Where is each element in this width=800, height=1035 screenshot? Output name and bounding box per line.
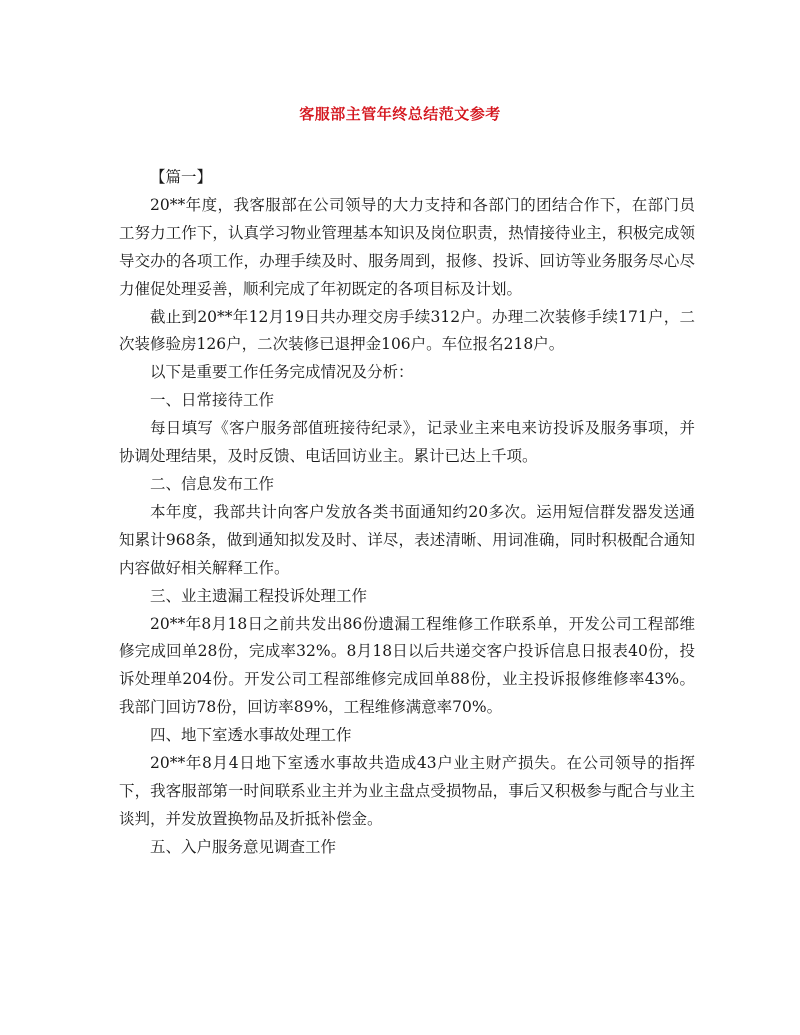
document-body [119,164,695,862]
paragraph-intro: 20**年度，我客服部在公司领导的大力支持和各部门的团结合作下，在部门员工努力工作下，认真学习物业管理基本知识及岗位职责，热情接待业主，积极完成领导交办的各项工作，办理手续及时、服务周到，报修、投诉、回访等业务服务尽心尽力催促处理妥善，顺利完成了年初既定的各项目标及计划。 [119,195,695,298]
paragraph-basement-flooding: 20**年8月4日地下室透水事故共造成43户业主财产损失。在公司领导的指挥下，我客服部第一时间联系业主并为业主盘点受损物品，事后又积极参与配合与业主谈判，并发放置换物品及折抵补偿金。 [119,754,695,828]
paragraph-analysis-intro: 以下是重要工作任务完成情况及分析： [150,363,414,382]
paragraph-information-release: 本年度，我部共计向客户发放各类书面通知约20多次。运用短信群发器发送通知累计968条，做到通知拟发及时、详尽，表述清晰、用词准确，同时积极配合通知内容做好相关解释工作。 [119,502,695,577]
paragraph-statistics: 截止到20**年12月19日共办理交房手续312户。办理二次装修手续171户，二次装修验房126户，二次装修已退押金106户。车位报名218户。 [119,307,695,354]
paragraph-daily-reception: 每日填写《客户服务部值班接待纪录》，记录业主来电来访投诉及服务事项，并协调处理结果，及时反馈、电话回访业主。累计已达上千项。 [119,419,695,466]
heading-daily-reception: 一、日常接待工作 [150,391,275,410]
heading-complaint-handling: 三、业主遗漏工程投诉处理工作 [150,586,368,605]
paragraph-complaint-handling: 20**年8月18日之前共发出86份遗漏工程维修工作联系单，开发公司工程部维修完成回单28份，完成率32%。8月18日以后共递交客户投诉信息日报表40份，投诉处理单204份。开发公司工程部维修完成回单88份，业主投诉报修维修率43%。我部门回访78份，回访率89%，工程维修满意率70%。 [119,614,695,717]
section-label: 【篇一】 [150,168,213,186]
heading-survey: 五、入户服务意见调查工作 [150,837,337,856]
heading-basement-flooding: 四、地下室透水事故处理工作 [150,726,352,745]
document-title: 客服部主管年终总结范文参考 [299,105,501,123]
heading-information-release: 二、信息发布工作 [150,474,275,493]
